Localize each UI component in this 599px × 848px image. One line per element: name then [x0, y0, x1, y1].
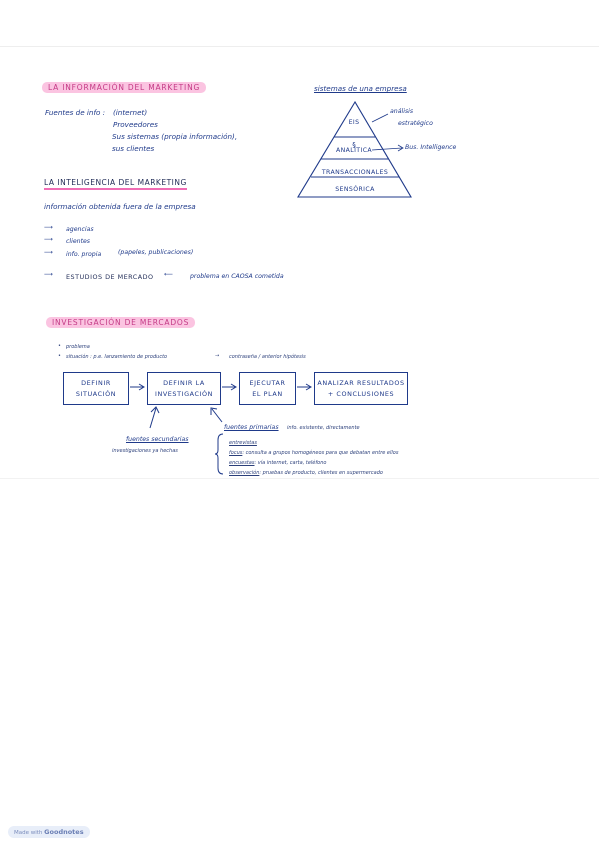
secondary-sources-desc: investigaciones ya hechas: [112, 448, 178, 454]
arrow-icon: ⟶: [44, 224, 53, 231]
market-studies-label: ESTUDIOS DE MERCADO: [66, 273, 154, 281]
process-arrows: [0, 360, 599, 430]
sources-item: Proveedores: [113, 120, 158, 129]
process-box-line: EJECUTAR: [249, 378, 286, 387]
primary-source-key: encuestas: [229, 460, 255, 466]
pyramid-title: sistemas de una empresa: [314, 84, 407, 93]
secondary-sources-title: fuentes secundarias: [126, 436, 189, 443]
pyramid-note: estratégico: [398, 120, 433, 127]
section-title-market-research: INVESTIGACIÓN DE MERCADOS: [46, 317, 195, 328]
page-top-divider: [0, 46, 599, 47]
research-bullet: contraseña / anterior hipótesis: [229, 354, 306, 360]
made-with-label: Made with: [14, 830, 43, 836]
process-box-line: + CONCLUSIONES: [327, 389, 395, 398]
section-title-intelligence: LA INTELIGENCIA DEL MARKETING: [44, 178, 187, 190]
primary-sources-note: info. existente, directamente: [287, 425, 360, 431]
sources-label: Fuentes de info :: [45, 108, 106, 117]
primary-source-desc: : vía internet, carta, teléfono: [254, 460, 327, 466]
research-bullet: problema: [66, 344, 90, 350]
primary-source-key: focus: [229, 450, 243, 456]
intelligence-subtitle: información obtenida fuera de la empresa: [44, 202, 196, 211]
pyramid-arrows: [370, 108, 406, 158]
pyramid-level: ANALÍTICA: [335, 147, 373, 154]
section-title-info-marketing: LA INFORMACIÓN DEL MARKETING: [42, 82, 206, 93]
intelligence-item: agencias: [66, 226, 94, 233]
arrow-icon: ⟶: [44, 236, 53, 243]
arrow-icon: ⟶: [44, 271, 53, 278]
primary-sources-title: fuentes primarias: [224, 424, 279, 431]
page-bottom-divider: [0, 478, 599, 479]
goodnotes-badge[interactable]: [8, 826, 90, 838]
pyramid-level: TRANSACCIONALES: [321, 169, 389, 176]
primary-source-item: [229, 460, 326, 466]
market-studies-note: problema en CAOSA cometida: [190, 273, 284, 280]
process-box-line: EL PLAN: [252, 389, 283, 398]
sources-item: Sus sistemas (propia información),: [112, 132, 238, 141]
sources-item: (internet): [113, 108, 148, 117]
primary-source-item: [229, 470, 383, 476]
pyramid-level: EIS: [348, 119, 360, 126]
pyramid-note: análisis: [390, 108, 414, 115]
primary-source-key: observación: [229, 470, 260, 476]
intelligence-item: info. propia: [66, 251, 102, 258]
process-box-line: DEFINIR LA: [163, 378, 205, 387]
process-box-line: ANALIZAR RESULTADOS: [317, 378, 405, 387]
goodnotes-brand: Goodnotes: [44, 828, 84, 836]
brace-icon: [214, 432, 226, 476]
primary-source-key: entrevistas: [229, 440, 257, 446]
primary-source-desc: : pruebas de producto, clientes en supermercado: [259, 470, 383, 476]
primary-source-desc: : consulta a grupos homogéneos para que debatan entre ellos: [242, 450, 399, 456]
pyramid-level: SENSÓRICA: [335, 186, 375, 193]
arrow-left-icon: ⟵: [164, 271, 173, 278]
bullet-dot: •: [58, 343, 61, 349]
process-box-line: INVESTIGACIÓN: [154, 389, 214, 398]
arrow-icon: ⟶: [44, 249, 53, 256]
arrow-icon: →: [215, 353, 220, 359]
sources-item: sus clientes: [112, 144, 155, 153]
process-box-line: SITUACIÓN: [75, 389, 117, 398]
bullet-dot: •: [58, 353, 61, 359]
process-box-line: DEFINIR: [81, 378, 111, 387]
research-bullet: situación : p.e. lanzamiento de producto: [66, 354, 168, 360]
primary-source-item: [229, 450, 398, 456]
intelligence-item: (papeles, publicaciones): [118, 249, 194, 256]
primary-source-item: [229, 440, 257, 446]
svg-text:§: §: [352, 141, 356, 149]
pyramid-note: Bus. Intelligence: [405, 144, 457, 151]
intelligence-item: clientes: [66, 238, 91, 245]
